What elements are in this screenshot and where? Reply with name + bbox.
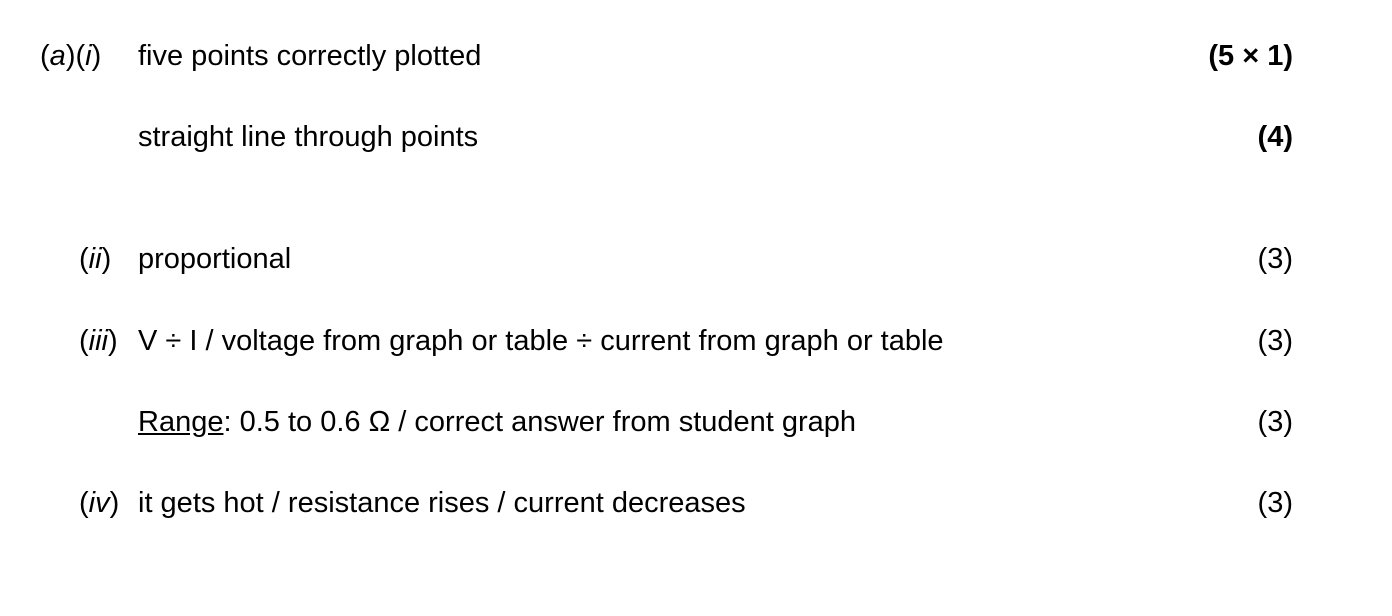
- range-value: : 0.5 to 0.6 Ω / correct answer from student graph: [223, 406, 857, 438]
- answer-text: five points correctly plotted: [138, 40, 482, 72]
- marking-row-a-i-continued: [0, 117, 1392, 157]
- marking-row-iii: [0, 321, 1392, 361]
- marking-row-iii-range: [0, 402, 1392, 442]
- answer-text: straight line through points: [138, 121, 479, 153]
- answer-text: proportional: [138, 243, 292, 275]
- question-label-iii: (iii): [79, 325, 118, 357]
- question-label-a-i: (a)(i): [40, 40, 102, 72]
- answer-text: it gets hot / resistance rises / current decreases: [138, 487, 746, 519]
- subpart-numeral: iv: [88, 487, 110, 519]
- marks-value: (3): [1257, 243, 1293, 275]
- part-letter: a: [49, 40, 66, 72]
- answer-text: [138, 402, 856, 442]
- marks-value: (3): [1257, 487, 1293, 519]
- question-label-ii: (ii): [79, 243, 112, 275]
- marking-row-ii: [0, 239, 1392, 279]
- range-heading: Range: [138, 406, 224, 438]
- marks-value: (3): [1257, 406, 1293, 438]
- marking-row-iv: [0, 483, 1392, 523]
- marks-value: (5 × 1): [1208, 40, 1293, 72]
- marking-row-a-i: [0, 36, 1392, 76]
- subpart-numeral: iii: [88, 325, 109, 357]
- question-label-iv: (iv): [79, 487, 120, 519]
- subpart-numeral: ii: [88, 243, 102, 275]
- marks-value: (3): [1257, 325, 1293, 357]
- answer-text: V ÷ I / voltage from graph or table ÷ current from graph or table: [138, 325, 944, 357]
- marks-value: (4): [1257, 121, 1293, 153]
- subpart-numeral: i: [85, 40, 92, 72]
